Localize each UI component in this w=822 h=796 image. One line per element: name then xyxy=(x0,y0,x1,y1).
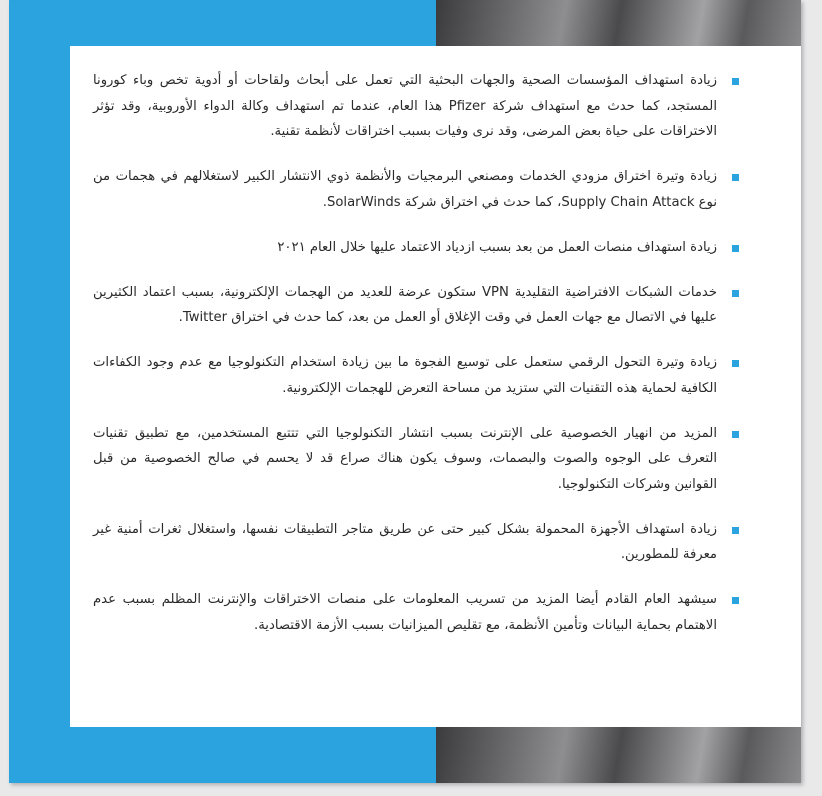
bullet-item xyxy=(93,350,717,401)
bullet-item xyxy=(93,68,717,145)
footer-photo-strip xyxy=(436,727,801,783)
content-card xyxy=(70,46,801,727)
bullet-item xyxy=(93,280,717,331)
header-photo-strip xyxy=(436,0,801,46)
bullet-item xyxy=(93,587,717,638)
document-page xyxy=(9,0,801,783)
bullet-text: زيادة استهداف منصات العمل من بعد بسبب ازدياد الاعتماد عليها خلال العام ٢٠٢١ xyxy=(277,239,717,255)
bullet-item xyxy=(93,517,717,568)
bullet-item xyxy=(93,421,717,498)
square-bullet-icon xyxy=(732,245,739,252)
square-bullet-icon xyxy=(732,431,739,438)
bullet-text: زيادة استهداف المؤسسات الصحية والجهات البحثية التي تعمل على أبحاث ولقاحات أو أدوية تخص وباء كورونا المستجد، كما حدث مع استهداف شركة Pfizer هذا العام، عندما تم استهداف وكالة الدواء الأوروبية، وقد تؤثر الاختراقات على حياة بعض المرضى، وقد نرى وفيات بسبب اختراقات لأنظمة تقنية. xyxy=(93,73,717,139)
square-bullet-icon xyxy=(732,78,739,85)
bullet-list xyxy=(93,68,717,658)
bullet-text: المزيد من انهيار الخصوصية على الإنترنت بسبب انتشار التكنولوجيا التي تتتبع المستخدمين، مع تطبيق تقنيات التعرف على الوجوه والصوت والبصمات، وسوف يكون هناك صراع قد لا يحسم في صالح الخصوصية من قبل القوانين وشركات التكنولوجيا. xyxy=(93,425,717,492)
bullet-text: زيادة استهداف الأجهزة المحمولة بشكل كبير حتى عن طريق متاجر التطبيقات نفسها، واستغلال ثغرات أمنية غير معرفة للمطورين. xyxy=(93,521,717,562)
bullet-text: زيادة وتيرة التحول الرقمي ستعمل على توسيع الفجوة ما بين زيادة استخدام التكنولوجيا مع عدم وجود الكفاءات الكافية لحماية هذه التقنيات التي ستزيد من مساحة التعرض للهجمات الإلكترونية. xyxy=(93,355,717,396)
bullet-item xyxy=(93,164,717,215)
square-bullet-icon xyxy=(732,290,739,297)
bullet-text: سيشهد العام القادم أيضا المزيد من تسريب المعلومات على منصات الاختراقات والإنترنت المظلم بسبب عدم الاهتمام بحماية البيانات وتأمين الأنظمة، مع تقليص الميزانيات بسبب الأزمة الاقتصادية. xyxy=(93,592,717,633)
square-bullet-icon xyxy=(732,174,739,181)
square-bullet-icon xyxy=(732,360,739,367)
bullet-text: خدمات الشبكات الافتراضية التقليدية VPN ستكون عرضة للعديد من الهجمات الإلكترونية، بسبب اعتماد الكثيرين عليها في الاتصال مع جهات العمل في وقت الإغلاق أو العمل من بعد، كما حدث في اختراق Twitter. xyxy=(93,284,717,325)
bullet-item xyxy=(93,235,717,261)
bullet-text: زيادة وتيرة اختراق مزودي الخدمات ومصنعي البرمجيات والأنظمة ذوي الانتشار الكبير لاستغلالهم في هجمات من نوع Supply Chain Attack، كما حدث في اختراق شركة SolarWinds. xyxy=(93,169,717,210)
square-bullet-icon xyxy=(732,527,739,534)
square-bullet-icon xyxy=(732,597,739,604)
